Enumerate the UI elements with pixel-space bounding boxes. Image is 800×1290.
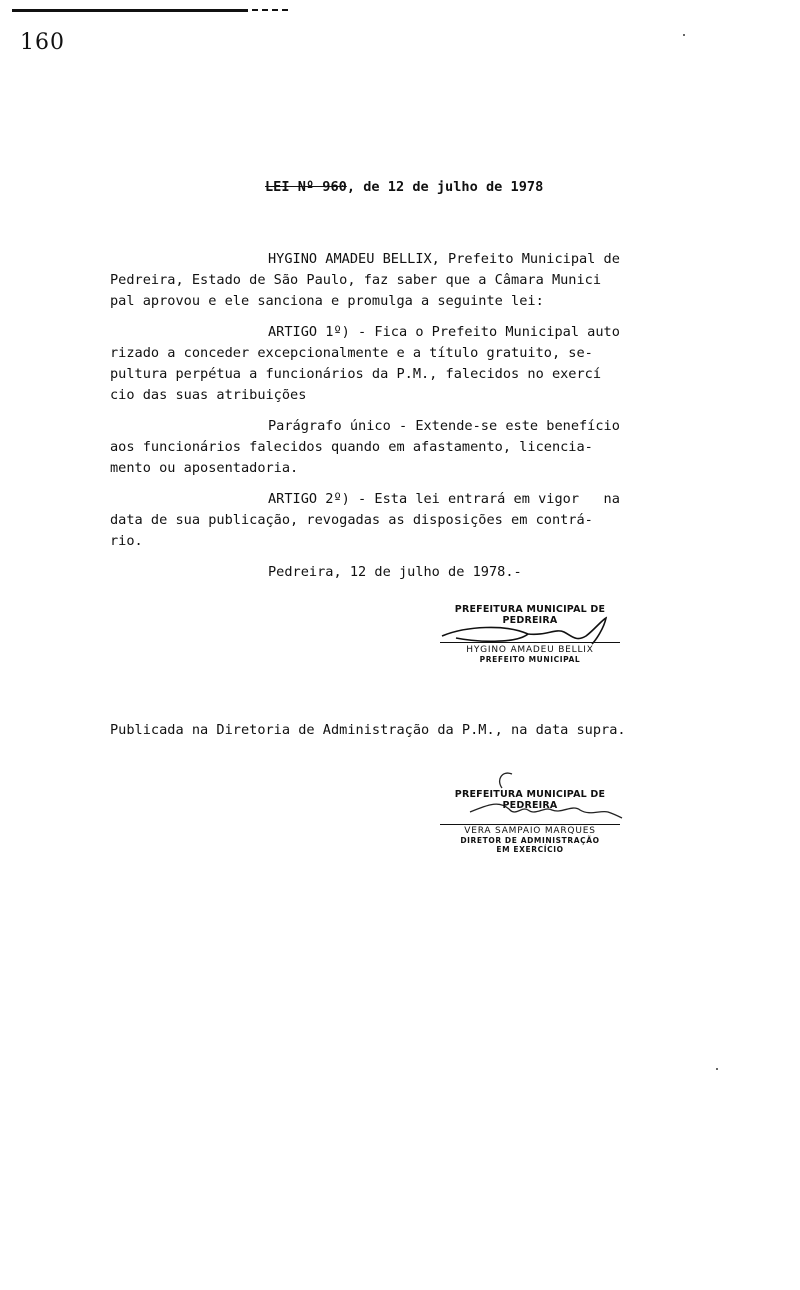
director-role-2: EM EXERCÍCIO xyxy=(496,845,564,854)
director-role-1: DIRETOR DE ADMINISTRAÇÃO xyxy=(460,836,600,845)
artigo2-line-1: ARTIGO 2º) - Esta lei entrará em vigor na xyxy=(268,491,620,507)
publication-note: Publicada na Diretoria de Administração da P.M., na data supra. xyxy=(110,722,626,738)
artigo1-line-3: pultura perpétua a funcionários da P.M., falecidos no exercí xyxy=(110,366,602,382)
mayor-role: PREFEITO MUNICIPAL xyxy=(479,655,581,664)
closing-date: Pedreira, 12 de julho de 1978.- xyxy=(268,564,522,580)
signature-line-1 xyxy=(440,642,620,643)
scan-speck xyxy=(683,34,685,36)
intro-line-2: Pedreira, Estado de São Paulo, faz saber que a Câmara Munici xyxy=(110,272,602,288)
director-signature-block xyxy=(438,789,622,811)
scan-speck xyxy=(716,1068,718,1070)
intro-line-1: HYGINO AMADEU BELLIX, Prefeito Municipal de xyxy=(268,251,620,267)
stamp-org: PREFEITURA MUNICIPAL DE PEDREIRA xyxy=(454,604,606,626)
mayor-name-block xyxy=(438,645,622,664)
top-rule-dash xyxy=(252,9,288,11)
intro-line-3: pal aprovou e ele sanciona e promulga a seguinte lei: xyxy=(110,293,544,309)
mayor-name: HYGINO AMADEU BELLIX xyxy=(466,645,594,655)
signature-line-2 xyxy=(440,824,620,825)
top-rule xyxy=(12,9,248,12)
law-number: LEI Nº 960 xyxy=(265,179,347,195)
artigo2-line-3: rio. xyxy=(110,533,143,549)
law-date: , de 12 de julho de 1978 xyxy=(346,179,544,195)
artigo1-line-4: cio das suas atribuições xyxy=(110,387,307,403)
paragrafo-line-2: aos funcionários falecidos quando em afastamento, licencia- xyxy=(110,439,593,455)
paragrafo-line-1: Parágrafo único - Extende-se este benefício xyxy=(268,418,620,434)
paragrafo-line-3: mento ou aposentadoria. xyxy=(110,460,299,476)
law-title xyxy=(265,177,543,198)
artigo2-line-2: data de sua publicação, revogadas as disposições em contrá- xyxy=(110,512,593,528)
director-name-block xyxy=(438,826,622,854)
stamp2-org: PREFEITURA MUNICIPAL DE PEDREIRA xyxy=(454,789,606,811)
artigo1-line-2: rizado a conceder excepcionalmente e a título gratuito, se- xyxy=(110,345,593,361)
director-name: VERA SAMPAIO MARQUES xyxy=(464,826,596,836)
artigo1-line-1: ARTIGO 1º) - Fica o Prefeito Municipal auto xyxy=(268,324,620,340)
page-number: 160 xyxy=(20,30,65,55)
